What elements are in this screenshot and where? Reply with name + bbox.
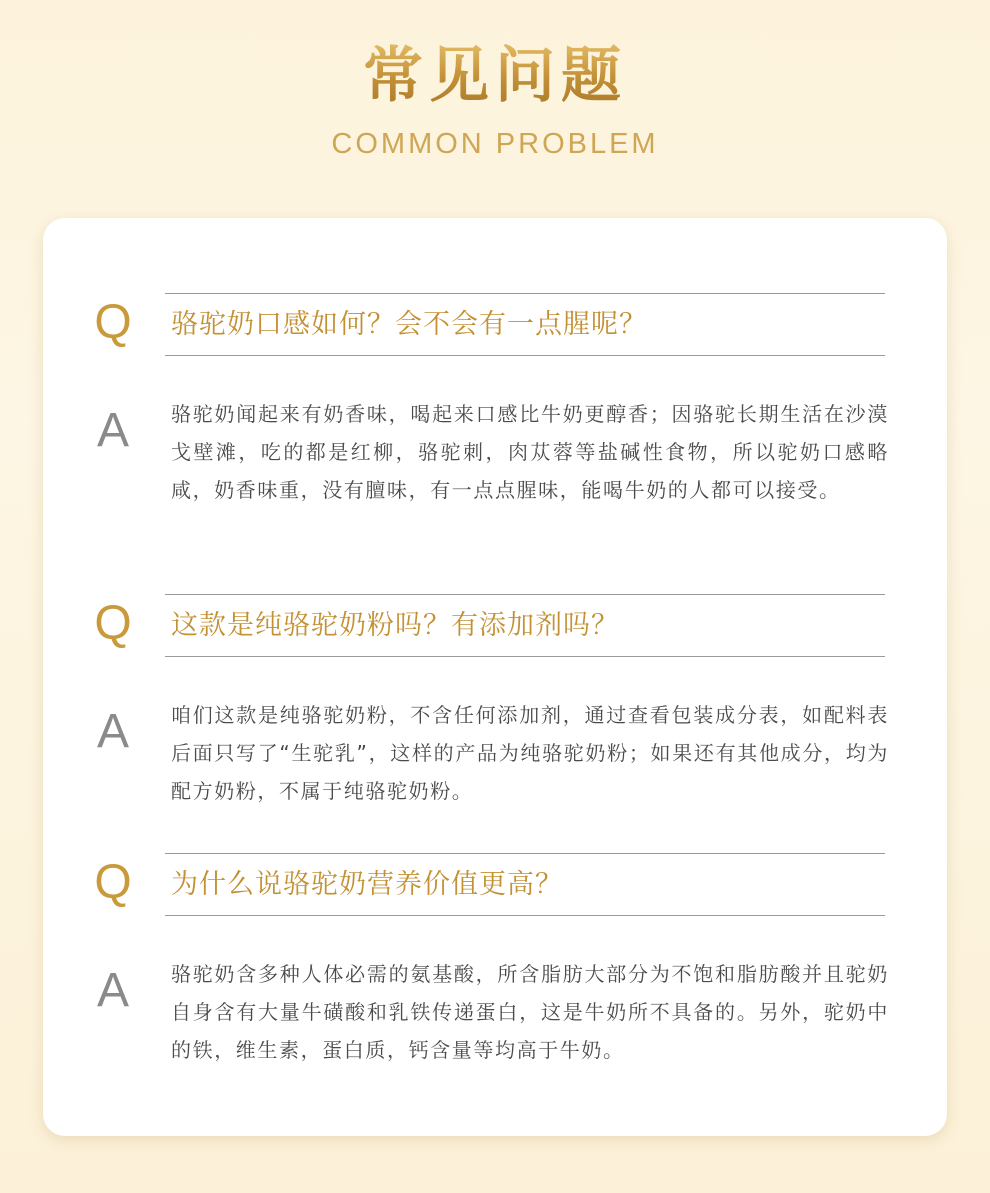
question-text: 为什么说骆驼奶营养价值更高？ — [171, 869, 563, 900]
faq-card — [43, 218, 947, 1136]
question-text: 这款是纯骆驼奶粉吗？有添加剂吗？ — [171, 610, 619, 641]
page-header — [0, 0, 990, 200]
question-divider-bottom — [165, 355, 885, 356]
question-divider-bottom — [165, 656, 885, 657]
question-divider-bottom — [165, 915, 885, 916]
question-marker: Q — [94, 597, 132, 650]
question-marker: Q — [94, 296, 132, 349]
question-divider-top — [165, 853, 885, 854]
question-text: 骆驼奶口感如何？会不会有一点腥呢？ — [171, 309, 647, 340]
answer-text: 骆驼奶闻起来有奶香味，喝起来口感比牛奶更醇香；因骆驼长期生活在沙漠戈壁滩，吃的都是红柳，骆驼刺，肉苁蓉等盐碱性食物，所以驼奶口感略咸，奶香味重，没有膻味，有一点点腥味，能喝牛奶的人都可以接受。 — [171, 402, 889, 502]
question-marker: Q — [94, 856, 132, 909]
page-subtitle: COMMON PROBLEM — [331, 128, 659, 160]
answer-text: 骆驼奶含多种人体必需的氨基酸，所含脂肪大部分为不饱和脂肪酸并且驼奶自身含有大量牛磺酸和乳铁传递蛋白，这是牛奶所不具备的。另外，驼奶中的铁，维生素，蛋白质，钙含量等均高于牛奶。 — [171, 962, 889, 1062]
answer-text: 咱们这款是纯骆驼奶粉，不含任何添加剂，通过查看包装成分表，如配料表后面只写了“生驼乳”，这样的产品为纯骆驼奶粉；如果还有其他成分，均为配方奶粉，不属于纯骆驼奶粉。 — [171, 703, 889, 803]
question-divider-top — [165, 594, 885, 595]
question-divider-top — [165, 293, 885, 294]
answer-marker: A — [96, 705, 129, 758]
answer-marker: A — [96, 404, 129, 457]
answer-marker: A — [96, 964, 129, 1017]
page-title: 常见问题 — [0, 38, 990, 114]
